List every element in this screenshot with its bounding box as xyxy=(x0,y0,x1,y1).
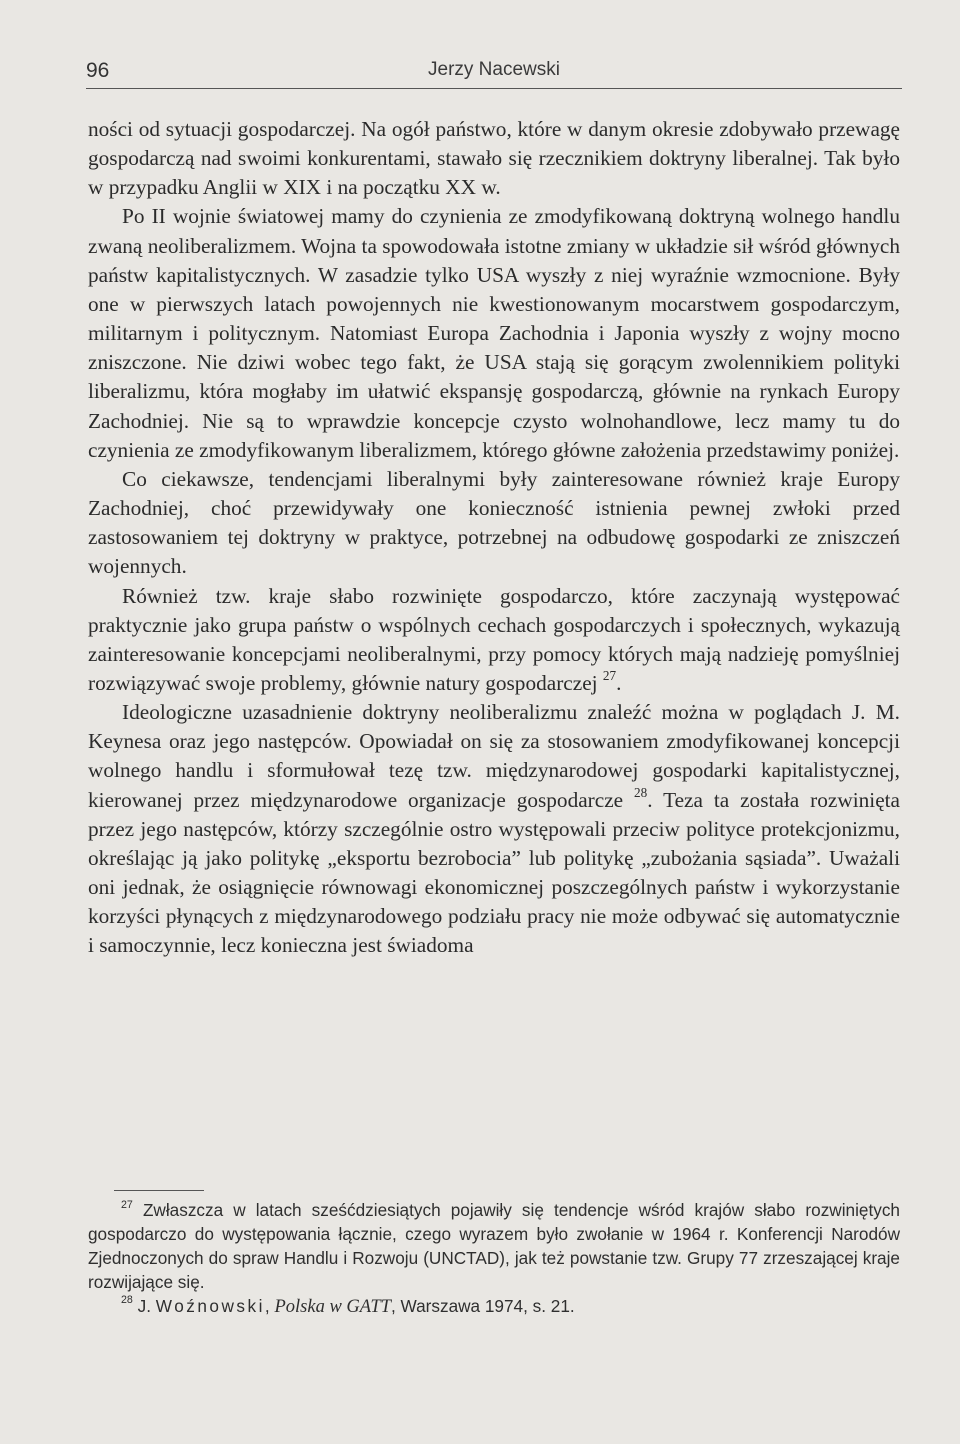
author-initial: J. xyxy=(137,1295,152,1316)
body-text xyxy=(88,115,900,961)
footnote-ref-27: 27 xyxy=(602,667,617,683)
book-title: Polska w GATT xyxy=(274,1296,391,1317)
footnote-rule xyxy=(114,1190,204,1191)
footnotes xyxy=(88,1199,900,1320)
running-head-author: Jerzy Nacewski xyxy=(428,59,560,80)
header-rule xyxy=(86,88,902,89)
paragraph: Również tzw. kraje słabo rozwinięte gospodarczo, które zaczynają występować praktycznie jako grupa państw o wspólnych cechach gospodarczych i społecznych, wykazują zainteresowanie koncepcjami neoliberalnymi, przy pomocy których mają nadzieję pomyślniej rozwiązywać swoje problemy, głównie natury gospodarczej $^{27}$. xyxy=(88,583,900,695)
footnote-number: 28 xyxy=(121,1294,133,1307)
footnote-28: $^{28}$ J. Woźnowski, Polska w GATT, Warszawa 1974, s. 21. xyxy=(121,1294,575,1317)
paragraph: ności od sytuacji gospodarczej. Na ogół państwo, które w danym okresie zdobywało przewagę gospodarczą nad swoimi konkurentami, stawało się rzecznikiem doktryny liberalnej. Tak było w przypadku Anglii w XIX i na początku XX w. xyxy=(88,117,900,200)
page-number: 96 xyxy=(86,59,110,82)
paragraph: Po II wojnie światowej mamy do czynienia ze zmodyfikowaną doktryną wolnego handlu zwaną neoliberalizmem. Wojna ta spowodowała istotne zmiany w układzie sił wśród głównych państw kapitalistycznych. W zasadzie tylko USA wyszły z niej wyraźnie wzmocnione. Były one w pierwszych latach powojennych nie kwestionowanym mocarstwem gospodarczym, militarnym i politycznym. Natomiast Europa Zachodnia i Japonia wyszły z wojny mocno zniszczone. Nie dziwi wobec tego fakt, że USA stają się gorącym zwolennikiem polityki liberalizmu, która mogłaby im ułatwić ekspansję gospodarczą, głównie na rynkach Europy Zachodniej. Nie są to wprawdzie koncepcje czysto wolnohandlowe, lecz mamy tu do czynienia ze zmodyfikowanym liberalizmem, którego główne założenia przedstawimy poniżej. xyxy=(88,204,900,462)
footnote-ref-28: 28 xyxy=(634,784,648,800)
paragraph: Ideologiczne uzasadnienie doktryny neoliberalizmu znaleźć można w poglądach J. M. Keynesa oraz jego następców. Opowiadał on się za stosowaniem zmodyfikowanej koncepcji wolnego handlu i sformułował tezę tzw. międzynarodowej gospodarki kapitalistycznej, kierowanej przez międzynarodowe organizacje gospodarcze $^{28}$. Teza ta została rozwinięta przez jego następców, którzy szczególnie ostro występowali przeciw polityce protekcjonizmu, określając ją jako politykę „eksportu bezrobocia” lub politykę „zubożania sąsiada”. Uważali oni jednak, że osiągnięcie równowagi ekonomicznej poszczególnych państw i wykorzystanie korzyści płynących z międzynarodowego podziału pracy nie może odbywać się automatycznie i samoczynnie, lecz konieczna jest świadoma xyxy=(88,700,901,958)
paragraph: Co ciekawsze, tendencjami liberalnymi były zainteresowane również kraje Europy Zachodniej, choć przewidywały one konieczność istnienia pewnej zwłoki przed zastosowaniem tej doktryny w praktyce, potrzebnej na odbudowę gospodarki ze zniszczeń wojennych. xyxy=(88,466,900,579)
author-surname: Woźnowski xyxy=(155,1295,265,1316)
footnote-text: Zwłaszcza w latach sześćdziesiątych pojawiły się tendencje wśród krajów słabo rozwiniętych gospodarczo do występowania łącznie, czego wyrazem było zwołanie w 1964 r. Konferencji Narodów Zjednoczonych do spraw Handlu i Rozwoju (UNCTAD), jak też powstanie tzw. Grupy 77 zrzeszającej kraje rozwijające się. xyxy=(88,1200,900,1292)
footnote-27 xyxy=(88,1199,900,1295)
page-header xyxy=(86,55,902,87)
footnote-number: 27 xyxy=(121,1198,133,1211)
publication-details: , Warszawa 1974, s. 21. xyxy=(390,1295,575,1316)
